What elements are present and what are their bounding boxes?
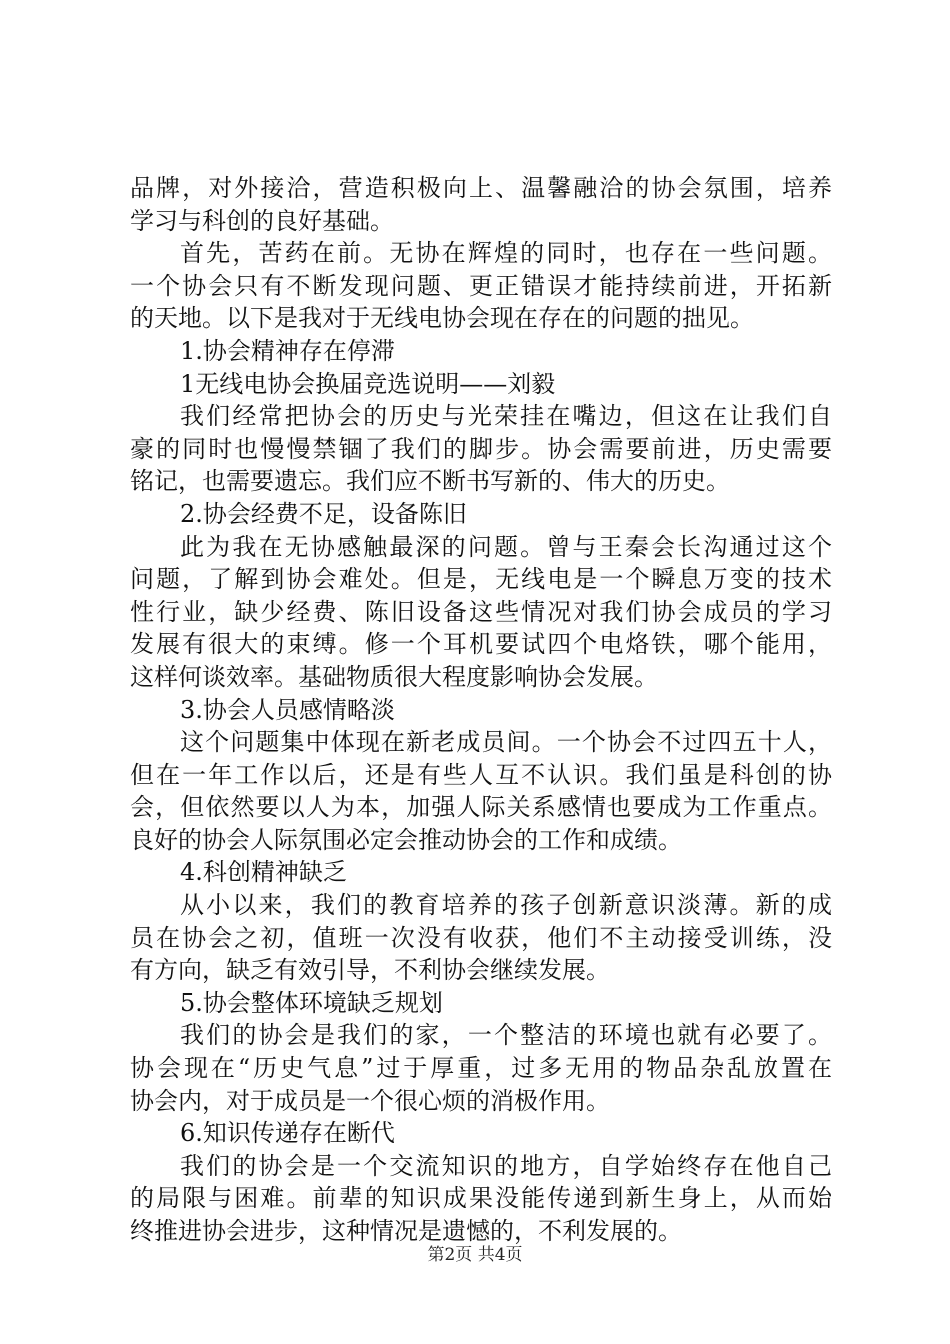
page-number-footer: 第2页 共4页 bbox=[427, 1245, 523, 1265]
text-line: 终推进协会进步，这种情况是遗憾的，不利发展的。 bbox=[130, 1217, 682, 1245]
text-line: 我们的协会是一个交流知识的地方，自学始终存在他自己 bbox=[180, 1151, 832, 1180]
text-line: 这个问题集中体现在新老成员间。一个协会不过四五十人， bbox=[180, 728, 832, 757]
text-line: 品牌，对外接洽，营造积极向上、温馨融洽的协会氛围，培养 bbox=[130, 174, 832, 202]
text-line: 有方向，缺乏有效引导，不利协会继续发展。 bbox=[130, 956, 610, 985]
text-line: 协会现在“历史气息”过于厚重，过多无用的物品杂乱放置在 bbox=[130, 1054, 832, 1083]
section-heading: 6.知识传递存在断代 bbox=[180, 1119, 395, 1148]
text-line: 我们的协会是我们的家，一个整洁的环境也就有必要了。 bbox=[180, 1021, 832, 1050]
text-line: 的天地。以下是我对于无线电协会现在存在的问题的拙见。 bbox=[130, 304, 754, 333]
section-heading: 5.协会整体环境缺乏规划 bbox=[180, 988, 443, 1017]
text-line: 会，但依然要以人为本，加强人际关系感情也要成为工作重点。 bbox=[130, 793, 832, 822]
section-heading: 4.科创精神缺乏 bbox=[180, 858, 347, 887]
text-line: 的局限与困难。前辈的知识成果没能传递到新生身上，从而始 bbox=[130, 1184, 832, 1213]
text-line: 豪的同时也慢慢禁锢了我们的脚步。协会需要前进，历史需要 bbox=[130, 434, 832, 463]
text-line: 这样何谈效率。基础物质很大程度影响协会发展。 bbox=[130, 662, 658, 691]
text-line: 1无线电协会换届竞选说明——刘毅 bbox=[180, 369, 556, 398]
text-line: 协会内，对于成员是一个很心烦的消极作用。 bbox=[130, 1086, 610, 1115]
text-line: 从小以来，我们的教育培养的孩子创新意识淡薄。新的成 bbox=[180, 891, 832, 920]
section-heading: 1.协会精神存在停滞 bbox=[180, 336, 395, 365]
text-line: 良好的协会人际氛围必定会推动协会的工作和成绩。 bbox=[130, 825, 682, 854]
text-line: 首先，苦药在前。无协在辉煌的同时，也存在一些问题。 bbox=[180, 239, 832, 268]
text-line: 性行业，缺少经费、陈旧设备这些情况对我们协会成员的学习 bbox=[130, 597, 832, 626]
section-heading: 2.协会经费不足，设备陈旧 bbox=[180, 499, 467, 528]
text-line: 发展有很大的束缚。修一个耳机要试四个电烙铁，哪个能用， bbox=[130, 630, 832, 659]
text-line: 学习与科创的良好基础。 bbox=[130, 206, 394, 235]
text-line: 我们经常把协会的历史与光荣挂在嘴边，但这在让我们自 bbox=[180, 402, 832, 431]
text-line: 此为我在无协感触最深的问题。曾与王秦会长沟通过这个 bbox=[180, 532, 832, 561]
text-line: 问题，了解到协会难处。但是，无线电是一个瞬息万变的技术 bbox=[130, 565, 832, 594]
text-line: 员在协会之初，值班一次没有收获，他们不主动接受训练，没 bbox=[130, 923, 832, 952]
text-line: 铭记，也需要遗忘。我们应不断书写新的、伟大的历史。 bbox=[130, 467, 730, 496]
document-body bbox=[130, 172, 832, 1248]
section-heading: 3.协会人员感情略淡 bbox=[180, 695, 395, 724]
text-line: 但在一年工作以后，还是有些人互不认识。我们虽是科创的协 bbox=[130, 760, 832, 789]
text-line: 一个协会只有不断发现问题、更正错误才能持续前进，开拓新 bbox=[130, 271, 832, 300]
